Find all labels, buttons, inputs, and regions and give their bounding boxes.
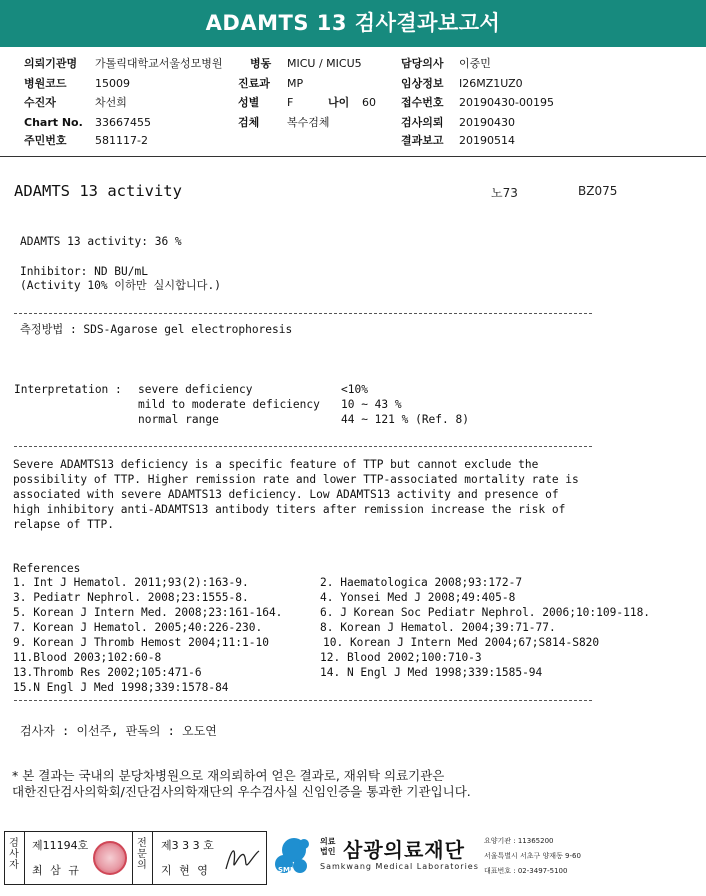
reference-item: 7. Korean J Hematol. 2005;40:226-230. (13, 621, 263, 634)
info-value: 20190514 (459, 134, 515, 147)
interpretation-label: Interpretation : (14, 383, 122, 396)
reference-item: 4. Yonsei Med J 2008;49:405-8 (320, 591, 516, 604)
header-divider (0, 156, 706, 157)
specialist-vlabel: 전문의 (137, 838, 147, 871)
examiner-name: 최 삼 규 (32, 864, 81, 877)
activity-result: ADAMTS 13 activity: 36 % (20, 235, 182, 248)
comment-line: associated with severe ADAMTS13 deficiency. Low ADAMTS13 activity and presence of (13, 488, 559, 501)
reference-item: 9. Korean J Thromb Hemost 2004;11:1-10 (13, 636, 269, 649)
references-title: References (13, 562, 81, 575)
info-row (328, 96, 349, 110)
info-row (401, 134, 444, 148)
reference-item: 3. Pediatr Nephrol. 2008;23:1555-8. (13, 591, 249, 604)
specialist-name: 지 현 영 (161, 864, 210, 877)
specialist-license: 제3 3 3 호 (161, 839, 214, 852)
report-title: ADAMTS 13 검사결과보고서 (0, 0, 706, 47)
org-name-en: Samkwang Medical Laboratories (320, 862, 479, 871)
reference-item: 12. Blood 2002;100:710-3 (320, 651, 482, 664)
interpretation-range: <10% (341, 383, 368, 396)
reference-item: 15.N Engl J Med 1998;339:1578-84 (13, 681, 229, 694)
info-value: 가톨릭대학교서울성모병원 (95, 57, 223, 70)
info-row (401, 96, 444, 110)
info-value: 15009 (95, 77, 130, 90)
contact-line: 서울특별시 서초구 양재동 9-60 (484, 852, 581, 860)
examiner-line: 검사자 : 이선주, 판독의 : 오도연 (20, 724, 217, 738)
divider (14, 446, 592, 447)
info-value: 복수검체 (287, 116, 330, 129)
org-kind: 의료법인 (320, 837, 336, 856)
info-label: 검사의뢰 (401, 116, 444, 129)
info-row (24, 116, 83, 130)
info-label: 담당의사 (401, 57, 444, 70)
interpretation-category: severe deficiency (138, 383, 253, 396)
info-value: MP (287, 77, 304, 90)
info-value: 33667455 (95, 116, 151, 129)
info-label: 결과보고 (401, 134, 444, 147)
comment-line: possibility of TTP. Higher remission rate and lower TTP-associated mortality rate is (13, 473, 579, 486)
info-label: 병원코드 (24, 77, 67, 90)
info-value: 581117-2 (95, 134, 148, 147)
info-row (401, 57, 444, 71)
info-value: 20190430-00195 (459, 96, 554, 109)
info-label: 성별 (238, 96, 260, 109)
reference-item: 13.Thromb Res 2002;105:471-6 (13, 666, 202, 679)
info-value: MICU / MICU5 (287, 57, 362, 70)
info-value: I26MZ1UZ0 (459, 77, 523, 90)
info-label: 접수번호 (401, 96, 444, 109)
info-row (24, 134, 67, 148)
sml-logo-icon (270, 830, 316, 884)
comment-line: relapse of TTP. (13, 518, 115, 531)
info-row (24, 96, 56, 110)
divider (24, 831, 25, 885)
info-row (238, 77, 270, 91)
logo-text: SML (278, 866, 295, 874)
reference-item: 1. Int J Hematol. 2011;93(2):163-9. (13, 576, 249, 589)
interpretation-range: 44 ~ 121 % (Ref. 8) (341, 413, 469, 426)
info-label: 병동 (250, 57, 272, 70)
interpretation-category: mild to moderate deficiency (138, 398, 320, 411)
info-label: 진료과 (238, 77, 270, 90)
info-label: 주민번호 (24, 134, 67, 147)
info-row (238, 96, 259, 110)
divider (14, 313, 592, 314)
contact-line: 대표번호 : 02-3497-5100 (484, 867, 568, 875)
inhibitor-note: (Activity 10% 이하만 실시합니다.) (20, 279, 221, 292)
info-row (238, 116, 259, 130)
info-row (24, 77, 67, 91)
handwritten-note: BZ075 (578, 184, 618, 198)
info-label: 수진자 (24, 96, 56, 109)
interpretation-range: 10 ~ 43 % (341, 398, 402, 411)
signature-icon (222, 841, 262, 875)
info-value: F (287, 96, 294, 109)
info-label: 임상정보 (401, 77, 444, 90)
comment-line: Severe ADAMTS13 deficiency is a specific feature of TTP but cannot exclude the (13, 458, 539, 471)
reference-item: 11.Blood 2003;102:60-8 (13, 651, 162, 664)
divider (152, 831, 153, 885)
reference-item: 6. J Korean Soc Pediatr Nephrol. 2006;10:109-118. (320, 606, 651, 619)
section-title: ADAMTS 13 activity (14, 182, 182, 200)
info-row (250, 57, 271, 71)
notice-line: * 본 결과는 국내의 분당차병원으로 재의뢰하여 얻은 결과로, 재위탁 의료기관은 (12, 768, 445, 783)
divider (14, 700, 592, 701)
info-row (401, 77, 444, 91)
info-value: 20190430 (459, 116, 515, 129)
inhibitor-result: Inhibitor: ND BU/mL (20, 265, 148, 278)
handwritten-note: 노73 (491, 186, 518, 200)
comment-line: high inhibitory anti-ADAMTS13 antibody titers after remission increase the risk of (13, 503, 566, 516)
info-label: 나이 (328, 96, 350, 109)
interpretation-category: normal range (138, 413, 219, 426)
reference-item: 10. Korean J Intern Med 2004;67;S814-S820 (323, 636, 600, 649)
info-value: 차선희 (95, 96, 127, 109)
reference-item: 8. Korean J Hematol. 2004;39:71-77. (320, 621, 556, 634)
reference-item: 5. Korean J Intern Med. 2008;23:161-164. (13, 606, 283, 619)
reference-item: 14. N Engl J Med 1998;339:1585-94 (320, 666, 543, 679)
method-line: 측정방법 : SDS-Agarose gel electrophoresis (20, 323, 293, 336)
divider (132, 831, 133, 885)
examiner-license: 제11194호 (32, 839, 89, 852)
info-row (24, 57, 77, 71)
info-label: 검체 (238, 116, 260, 129)
info-value: 60 (362, 96, 376, 109)
examiner-vlabel: 검사자 (9, 838, 19, 871)
info-row (401, 116, 444, 130)
official-seal-icon (93, 841, 127, 875)
notice-line: 대한진단검사의학회/진단검사의학재단의 우수검사실 신임인증을 통과한 기관입니다. (12, 784, 471, 799)
info-value: 이중민 (459, 57, 491, 70)
info-label: 의뢰기관명 (24, 57, 78, 70)
reference-item: 2. Haematologica 2008;93:172-7 (320, 576, 523, 589)
info-label: Chart No. (24, 116, 83, 129)
contact-line: 요양기관 : 11365200 (484, 837, 554, 845)
org-name: 삼광의료재단 (343, 838, 465, 862)
